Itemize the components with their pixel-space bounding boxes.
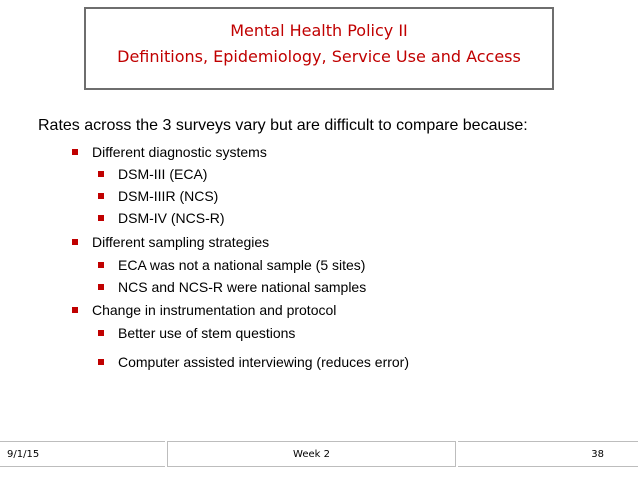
footer-date: 9/1/15 — [0, 441, 165, 467]
footer-page-number: 38 — [458, 441, 638, 467]
list-item-text: Better use of stem questions — [118, 325, 296, 341]
bullet-square-icon — [72, 307, 78, 313]
list-item — [98, 353, 409, 371]
footer-week: Week 2 — [167, 441, 456, 467]
list-item-text: DSM-IV (NCS-R) — [118, 210, 225, 226]
list-item — [72, 301, 336, 319]
slide-subtitle: Definitions, Epidemiology, Service Use and Access — [117, 47, 521, 66]
intro-text: Rates across the 3 surveys vary but are difficult to compare because: — [38, 117, 528, 134]
list-item-text: Different sampling strategies — [92, 234, 270, 250]
list-item — [98, 324, 295, 342]
list-item — [98, 209, 225, 227]
bullet-square-icon — [98, 330, 104, 336]
bullet-square-icon — [98, 359, 104, 365]
bullet-square-icon — [72, 149, 78, 155]
list-item-text: DSM-III (ECA) — [118, 166, 208, 182]
bullet-square-icon — [72, 239, 78, 245]
list-item-text: NCS and NCS-R were national samples — [118, 279, 367, 295]
list-item-text: Computer assisted interviewing (reduces error) — [118, 354, 409, 370]
list-item-text: Change in instrumentation and protocol — [92, 302, 337, 318]
list-item — [98, 278, 366, 296]
list-item — [98, 187, 218, 205]
list-item-text: Different diagnostic systems — [92, 144, 267, 160]
bullet-square-icon — [98, 215, 104, 221]
slide-title: Mental Health Policy II — [230, 21, 408, 40]
bullet-square-icon — [98, 193, 104, 199]
list-item — [72, 233, 269, 251]
list-item-text: ECA was not a national sample (5 sites) — [118, 257, 366, 273]
list-item — [98, 256, 365, 274]
list-item — [98, 165, 207, 183]
bullet-square-icon — [98, 284, 104, 290]
title-box — [84, 7, 554, 90]
bullet-square-icon — [98, 171, 104, 177]
slide-footer — [0, 441, 638, 467]
list-item-text: DSM-IIIR (NCS) — [118, 188, 219, 204]
bullet-square-icon — [98, 262, 104, 268]
list-item — [72, 143, 267, 161]
